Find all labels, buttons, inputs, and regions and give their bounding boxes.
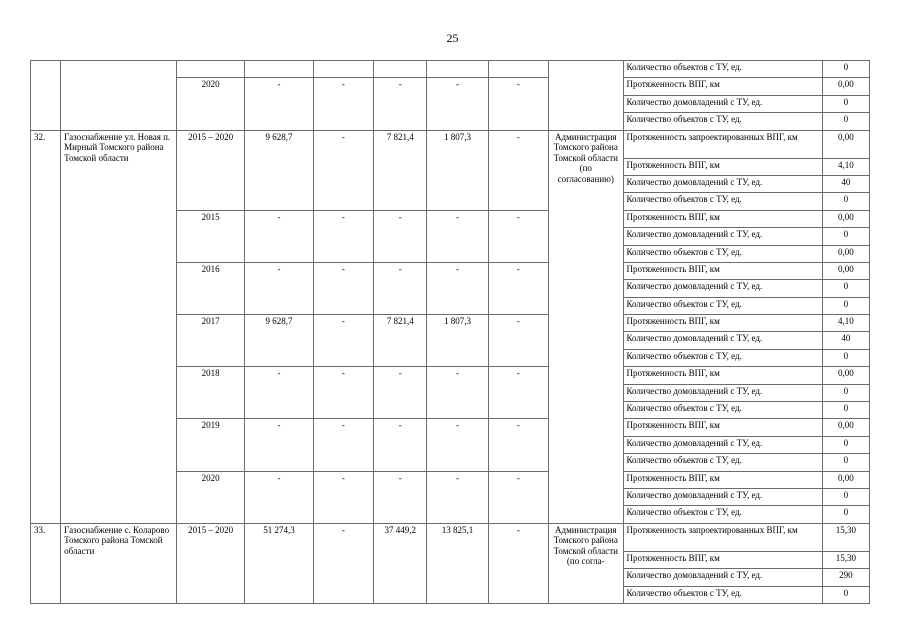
funding-cell: 1 807,3	[427, 130, 488, 210]
indicator-value: 15,30	[822, 523, 869, 551]
funding-cell: -	[427, 210, 488, 262]
indicator-value: 0,00	[822, 130, 869, 158]
indicator-name: Количество объектов с ТУ, ед.	[623, 349, 822, 366]
indicator-value: 0,00	[822, 419, 869, 436]
indicator-value: 0,00	[822, 78, 869, 95]
year-cell: 2015	[176, 210, 244, 262]
year-cell: 2018	[176, 367, 244, 419]
funding-cell: -	[427, 78, 488, 130]
indicator-value: 0	[822, 61, 869, 78]
funding-cell: -	[488, 315, 548, 367]
funding-cell: -	[245, 262, 313, 314]
funding-cell: 51 274,3	[245, 523, 313, 603]
item-number: 32.	[31, 130, 61, 523]
funding-cell: 9 628,7	[245, 315, 313, 367]
funding-cell: -	[488, 523, 548, 603]
year-cell	[176, 61, 244, 78]
funding-cell: -	[488, 130, 548, 210]
funding-cell: -	[427, 419, 488, 471]
year-cell: 2015 – 2020	[176, 130, 244, 210]
indicator-name: Протяженность запроектированных ВПГ, км	[623, 523, 822, 551]
funding-cell: -	[245, 78, 313, 130]
indicator-value: 4,10	[822, 158, 869, 175]
indicator-name: Количество объектов с ТУ, ед.	[623, 506, 822, 523]
indicator-value: 40	[822, 175, 869, 192]
funding-cell: -	[374, 262, 427, 314]
indicator-value: 0	[822, 95, 869, 112]
indicator-name: Количество домовладений с ТУ, ед.	[623, 175, 822, 192]
indicator-name: Количество домовладений с ТУ, ед.	[623, 228, 822, 245]
responsible-executor: Администрация Томского района Томской области (по согласованию)	[549, 130, 623, 523]
indicator-name: Количество домовладений с ТУ, ед.	[623, 95, 822, 112]
indicator-value: 0	[822, 297, 869, 314]
indicator-value: 0	[822, 586, 869, 603]
funding-cell: -	[313, 367, 373, 419]
indicator-value: 0	[822, 113, 869, 130]
indicator-value: 0	[822, 488, 869, 505]
year-cell: 2017	[176, 315, 244, 367]
funding-cell: -	[488, 262, 548, 314]
indicator-name: Протяженность ВПГ, км	[623, 262, 822, 279]
funding-cell: 7 821,4	[374, 315, 427, 367]
indicator-value: 15,30	[822, 551, 869, 568]
year-cell: 2020	[176, 471, 244, 523]
indicator-name: Количество домовладений с ТУ, ед.	[623, 569, 822, 586]
indicator-name: Количество объектов с ТУ, ед.	[623, 297, 822, 314]
indicator-value: 0	[822, 349, 869, 366]
year-cell: 2016	[176, 262, 244, 314]
item-name: Газоснабжение с. Коларово Томского района Томской области	[61, 523, 177, 603]
funding-cell: -	[488, 471, 548, 523]
indicator-name: Количество объектов с ТУ, ед.	[623, 61, 822, 78]
funding-cell: -	[374, 419, 427, 471]
indicator-value: 40	[822, 332, 869, 349]
responsible-executor: Администрация Томского района Томской области (по согла-	[549, 523, 623, 603]
funding-cell: -	[245, 471, 313, 523]
year-cell: 2015 – 2020	[176, 523, 244, 603]
indicator-value: 0	[822, 384, 869, 401]
indicator-name: Количество домовладений с ТУ, ед.	[623, 436, 822, 453]
indicator-value: 290	[822, 569, 869, 586]
name-cell	[61, 61, 177, 131]
indicator-name: Протяженность запроектированных ВПГ, км	[623, 130, 822, 158]
indicator-name: Количество объектов с ТУ, ед.	[623, 193, 822, 210]
funding-cell: -	[374, 367, 427, 419]
indicator-name: Протяженность ВПГ, км	[623, 419, 822, 436]
funding-cell: 7 821,4	[374, 130, 427, 210]
indicator-name: Количество объектов с ТУ, ед.	[623, 113, 822, 130]
program-table	[30, 60, 870, 604]
item-number: 33.	[31, 523, 61, 603]
indicator-name: Количество домовладений с ТУ, ед.	[623, 332, 822, 349]
table-row	[31, 523, 870, 551]
funding-cell: -	[488, 419, 548, 471]
funding-cell: 9 628,7	[245, 130, 313, 210]
funding-cell: -	[313, 315, 373, 367]
funding-cell: -	[245, 367, 313, 419]
indicator-name: Количество объектов с ТУ, ед.	[623, 586, 822, 603]
indicator-name: Протяженность ВПГ, км	[623, 78, 822, 95]
indicator-value: 0,00	[822, 262, 869, 279]
funding-cell: -	[488, 210, 548, 262]
item-name: Газоснабжение ул. Новая п. Мирный Томского района Томской области	[61, 130, 177, 523]
funding-cell: -	[427, 471, 488, 523]
no-cell	[31, 61, 61, 131]
indicator-name: Протяженность ВПГ, км	[623, 367, 822, 384]
indicator-value: 0,00	[822, 245, 869, 262]
admin-cell	[549, 61, 623, 131]
funding-cell: -	[313, 262, 373, 314]
indicator-value: 0	[822, 280, 869, 297]
indicator-value: 0	[822, 436, 869, 453]
table-row	[31, 130, 870, 158]
indicator-name: Протяженность ВПГ, км	[623, 210, 822, 227]
funding-cell: -	[313, 78, 373, 130]
indicator-value: 0	[822, 506, 869, 523]
funding-cell: -	[245, 210, 313, 262]
indicator-name: Протяженность ВПГ, км	[623, 471, 822, 488]
indicator-name: Количество объектов с ТУ, ед.	[623, 245, 822, 262]
indicator-value: 0	[822, 193, 869, 210]
indicator-value: 0	[822, 454, 869, 471]
indicator-name: Количество объектов с ТУ, ед.	[623, 402, 822, 419]
indicator-value: 0	[822, 402, 869, 419]
funding-cell: -	[245, 419, 313, 471]
funding-cell: -	[313, 130, 373, 210]
funding-cell: -	[374, 210, 427, 262]
indicator-name: Количество домовладений с ТУ, ед.	[623, 280, 822, 297]
funding-cell: -	[313, 419, 373, 471]
indicator-value: 0,00	[822, 367, 869, 384]
funding-cell: -	[313, 471, 373, 523]
funding-cell: -	[374, 471, 427, 523]
funding-cell: -	[427, 262, 488, 314]
funding-cell: 13 825,1	[427, 523, 488, 603]
indicator-value: 0,00	[822, 210, 869, 227]
funding-cell: -	[313, 210, 373, 262]
table-row	[31, 61, 870, 78]
funding-cell: -	[427, 367, 488, 419]
funding-cell: -	[488, 367, 548, 419]
indicator-name: Количество домовладений с ТУ, ед.	[623, 384, 822, 401]
indicator-name: Количество домовладений с ТУ, ед.	[623, 488, 822, 505]
year-cell: 2020	[176, 78, 244, 130]
indicator-value: 0,00	[822, 471, 869, 488]
funding-cell: -	[374, 78, 427, 130]
page-number: 25	[446, 31, 459, 45]
funding-cell: 1 807,3	[427, 315, 488, 367]
indicator-name: Количество объектов с ТУ, ед.	[623, 454, 822, 471]
indicator-name: Протяженность ВПГ, км	[623, 158, 822, 175]
indicator-name: Протяженность ВПГ, км	[623, 551, 822, 568]
indicator-value: 4,10	[822, 315, 869, 332]
year-cell: 2019	[176, 419, 244, 471]
funding-cell: -	[313, 523, 373, 603]
indicator-value: 0	[822, 228, 869, 245]
indicator-name: Протяженность ВПГ, км	[623, 315, 822, 332]
funding-cell: -	[488, 78, 548, 130]
funding-cell: 37 449,2	[374, 523, 427, 603]
